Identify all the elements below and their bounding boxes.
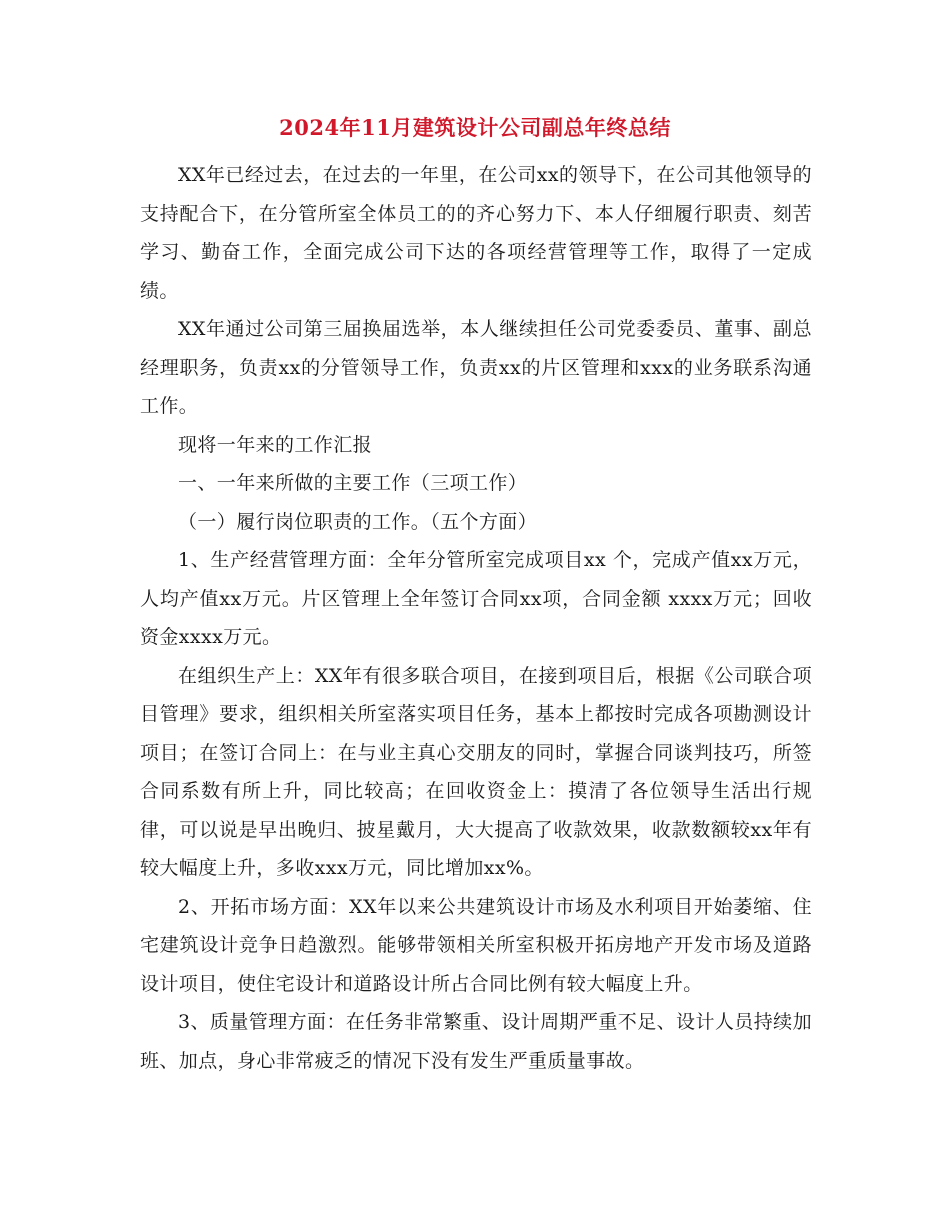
paragraph-election: XX年通过公司第三届换届选举，本人继续担任公司党委委员、董事、副总经理职务，负责xx的分管领导工作，负责xx的片区管理和xxx的业务联系沟通工作。 bbox=[140, 318, 812, 417]
paragraph-report-intro: 现将一年来的工作汇报 bbox=[178, 433, 373, 456]
paragraph-organizing-production: 在组织生产上：XX年有很多联合项目，在接到项目后，根据《公司联合项目管理》要求，组织相关所室落实项目任务，基本上都按时完成各项勘测设计项目；在签订合同上：在与业主真心交朋友的同时，掌握合同谈判技巧，所签合同系数有所上升，同比较高；在回收资金上：摸清了各位领导生活出行规律，可以说是早出晚归、披星戴月，大大提高了收款效果，收款数额较xx年有较大幅度上升，多收xxx万元，同比增加xx%。 bbox=[140, 664, 812, 879]
paragraph-production-management: 1、生产经营管理方面：全年分管所室完成项目xx 个，完成产值xx万元，人均产值xx万元。片区管理上全年签订合同xx项，合同金额 xxxx万元；回收资金xxxx万元。 bbox=[140, 549, 812, 648]
document-title: 2024年11月建筑设计公司副总年终总结 bbox=[279, 115, 671, 140]
paragraph-intro: XX年已经过去，在过去的一年里，在公司xx的领导下，在公司其他领导的支持配合下，在分管所室全体员工的的齐心努力下、本人仔细履行职责、刻苦学习、勤奋工作，全面完成公司下达的各项经营管理等工作，取得了一定成绩。 bbox=[140, 164, 812, 302]
section-heading-main-work: 一、一年来所做的主要工作（三项工作） bbox=[178, 472, 528, 494]
subsection-heading-duties: （一）履行岗位职责的工作。（五个方面） bbox=[178, 510, 538, 533]
paragraph-quality-management: 3、质量管理方面：在任务非常繁重、设计周期严重不足、设计人员持续加班、加点，身心非常疲乏的情况下没有发生严重质量事故。 bbox=[140, 1011, 812, 1072]
document-body bbox=[140, 156, 812, 1080]
paragraph-market-expansion: 2、开拓市场方面：XX年以来公共建筑设计市场及水利项目开始萎缩、住宅建筑设计竞争日趋激烈。能够带领相关所室积极开拓房地产开发市场及道路设计项目，使住宅设计和道路设计所占合同比例有较大幅度上升。 bbox=[140, 895, 812, 995]
